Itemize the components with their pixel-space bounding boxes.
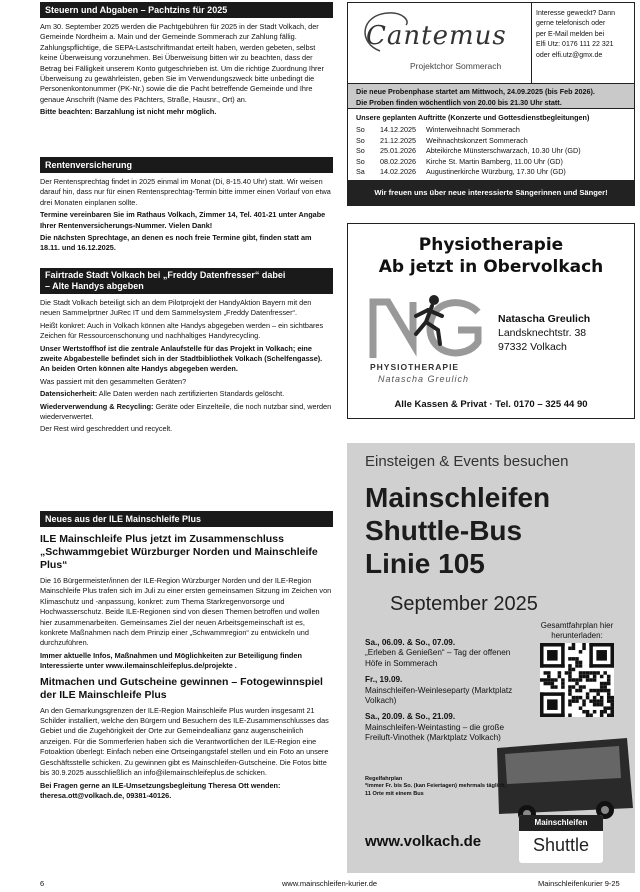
contact-line: Elfi Utz: 0176 111 22 321 bbox=[536, 41, 614, 49]
regular-line: 11 Orte mit einem Bus bbox=[365, 790, 424, 797]
date-event: Abteikirche Münsterschwarzach, 10.30 Uhr (GD) bbox=[426, 146, 581, 156]
datensicherheit-label: Datensicherheit: bbox=[40, 389, 98, 399]
ile-contact: Bei Fragen gerne an ILE-Umsetzungsbegleitung Theresa Ott wenden: theresa.ott@volkach.de, 09381-40126. bbox=[40, 780, 281, 800]
date-event: Winterweihnacht Sommerach bbox=[426, 125, 520, 135]
physio-city: 97332 Volkach bbox=[498, 341, 567, 353]
shuttle-event bbox=[365, 638, 525, 669]
date-day: So bbox=[356, 125, 365, 135]
physio-footer: Alle Kassen & Privat · Tel. 0170 – 325 44 90 bbox=[394, 399, 588, 410]
contact-line: Interesse geweckt? Dann bbox=[536, 10, 615, 17]
shuttle-ad bbox=[347, 443, 635, 873]
section-heading-pachtzins: Steuern und Abgaben – Pachtzins für 2025 bbox=[40, 2, 333, 18]
physio-title-line1: Physiotherapie bbox=[418, 235, 564, 255]
cantemus-bottom-banner: Wir freuen uns über neue interessierte Sängerinnen und Sänger! bbox=[348, 180, 634, 205]
physio-logo-name: Natascha Greulich bbox=[378, 374, 470, 384]
ile-info-link: Immer aktuelle Infos, Maßnahmen und Möglichkeiten zur Beteiligung finden Interessierte unter www.ilemainschleifeplus.de/projekte . bbox=[40, 650, 302, 671]
event-date: Fr., 19.09. bbox=[365, 675, 403, 685]
physio-name: Natascha Greulich bbox=[498, 313, 591, 325]
rente-termine: Termine vereinbaren Sie im Rathaus Volkach, Zimmer 14, Tel. 401-21 unter Angabe Ihrer Rentenversicherungs-Nummer. Vielen Dank! bbox=[40, 210, 326, 230]
rente-sprechtage: Die nächsten Sprechtage, an denen es noch freie Termine gibt, finden statt am 18.11. und 16.12.2025. bbox=[40, 233, 312, 253]
cantemus-probe-band bbox=[348, 83, 634, 109]
shuttle-url[interactable]: www.volkach.de bbox=[365, 833, 482, 850]
cantemus-title: Cantemus bbox=[366, 21, 507, 51]
ile-headline-1: ILE Mainschleife Plus jetzt im Zusammenschluss „Schwammgebiet Würzburger Norden und Mainschleife Plus“ bbox=[40, 533, 318, 571]
date-value: 14.12.2025 bbox=[380, 125, 416, 135]
date-day: So bbox=[356, 135, 365, 145]
rente-text: Der Rentensprechtag findet in 2025 einmal im Monat (Di, 8-15.40 Uhr) statt. Wir weisen darauf hin, dass nur für einen Rentensprechtag-Termin bitte immer einen Vorlauf von etwa drei Monaten einplanen sollte. bbox=[40, 177, 331, 207]
footer-url: www.mainschleifen-kurier.de bbox=[282, 879, 378, 888]
shuttle-badge bbox=[519, 815, 603, 863]
physio-street: Landsknechtstr. 38 bbox=[498, 327, 587, 339]
recycling-label: Wiederverwendung & Recycling: bbox=[40, 401, 154, 411]
date-event: Augustinerkirche Würzburg, 17.30 Uhr (GD) bbox=[426, 167, 566, 177]
date-event: Kirche St. Martin Bamberg, 11.00 Uhr (GD) bbox=[426, 156, 563, 166]
shuttle-line2: Shuttle-Bus bbox=[365, 515, 523, 546]
event-text: Mainschleifen-Weintasting – die große Freiluft-Vinothek (Marktplatz Volkach) bbox=[365, 722, 505, 743]
date-event: Weihnachtskonzert Sommerach bbox=[426, 135, 528, 145]
probe-line-1: Die neue Probenphase startet am Mittwoch, 24.09.2025 (bis Feb 2026). bbox=[356, 87, 595, 96]
date-row bbox=[356, 146, 628, 156]
fairtrade-heading-line2: – Alte Handys abgeben bbox=[45, 281, 144, 291]
physio-logo-word: PHYSIOTHERAPIE bbox=[370, 362, 460, 372]
cantemus-contact bbox=[536, 9, 634, 61]
shuttle-line3: Linie 105 bbox=[365, 548, 485, 579]
contact-line: per E-Mail melden bei bbox=[536, 30, 605, 38]
regular-line: *immer Fr. bis So. (kan Feiertagen) mehrmals täglich, bbox=[365, 783, 507, 790]
fairtrade-text-1: Die Stadt Volkach beteiligt sich an dem Pilotprojekt der HandyAktion Bayern mit den neuen Sammelprtner JuRec IT und dem Sammelsystem „Freddy Datenfresser“. bbox=[40, 298, 312, 318]
regular-title: Regelfahrplan bbox=[365, 776, 403, 782]
dates-heading: Unsere geplanten Auftritte (Konzerte und Gottesdienstbegleitungen) bbox=[356, 113, 590, 122]
badge-word: Shuttle bbox=[532, 835, 590, 855]
contact-line: oder elfi.utz@gmx.de bbox=[536, 51, 603, 59]
date-value: 21.12.2025 bbox=[380, 135, 416, 145]
physio-title-line2: Ab jetzt in Obervolkach bbox=[378, 257, 604, 277]
ile-text-1: Die 16 Bürgermeister/innen der ILE-Region Würzburger Norden und der ILE-Region Mainschleife Plus trafen sich im Juli zu einer ersten gemeinsamen Sitzung im Zeichen von Klimaschutz und -anpassung, konkret: zum Thema Starkregenvorsorge und Hochwasserschutz. Beide ILE-Regionen sind von diesen Themen betroffen und wollen hier zusammenarbeiten. Gemeinsames Ziel der neuen Arbeitsgemeinschaft ist es, konkrete Maßnahmen nach dem Prinzip einer „Schwammregion“ zu entwickeln und durchzuführen. bbox=[40, 576, 332, 648]
cantemus-ad bbox=[347, 2, 635, 206]
physio-title bbox=[348, 234, 634, 278]
pachtzins-note: Bitte beachten: Barzahlung ist nicht mehr möglich. bbox=[40, 107, 217, 117]
event-date: Sa., 20.09. & So., 21.09. bbox=[365, 712, 456, 722]
recycling-text: Geräte oder Einzelteile, die noch nutzbar sind, werden wiederverwertet. bbox=[40, 401, 332, 422]
physio-address bbox=[498, 312, 590, 354]
fairtrade-rest: Der Rest wird geschreddert und recycelt. bbox=[40, 424, 173, 434]
cantemus-subtitle: Projektchor Sommerach bbox=[410, 61, 502, 71]
ile-headline-2: Mitmachen und Gutscheine gewinnen – Fotogewinnspiel der ILE Mainschleife Plus bbox=[40, 675, 323, 701]
cantemus-logo bbox=[348, 3, 532, 83]
shuttle-line1: Mainschleifen bbox=[365, 482, 551, 513]
physio-ad bbox=[347, 223, 635, 419]
section-heading-ile: Neues aus der ILE Mainschleife Plus bbox=[40, 511, 333, 527]
ile-text-2: An den Gemarkungsgrenzen der ILE-Region Mainschleife Plus wurden insgesamt 21 Schilder installiert, welche den Bürgern und Besuchern des ILE-Zusammenschlusses das Gebiet und die Zugehörigkeit der Orte zur Gemeindeallianz ganz augenscheinlich anzeigen. Für die Sommerferien haben sich die Verantwortlichen der ILE-Region eine Fotoaktion überlegt: Einfach neben eine Ortseingangstafel stellen und ein Foto an unsere Geschäftsstelle schicken. Zu gewinnen gibt es Mainschleifen-Gutscheine. Die Fotos bitte bis 30.9.2025 ausschließlich an info@ilemainschleifeplus.de schicken. bbox=[40, 705, 329, 778]
page-number: 6 bbox=[40, 879, 45, 888]
cantemus-dates bbox=[356, 113, 628, 177]
date-row bbox=[356, 125, 628, 135]
date-row bbox=[356, 167, 628, 177]
shuttle-event bbox=[365, 675, 525, 706]
shuttle-kicker: Einsteigen & Events besuchen bbox=[365, 453, 569, 470]
event-date: Sa., 06.09. & So., 07.09. bbox=[365, 638, 456, 647]
date-value: 08.02.2026 bbox=[380, 156, 416, 166]
probe-line-2: Die Proben finden wöchentlich von 20.00 bis 21.30 Uhr statt. bbox=[356, 98, 562, 107]
physio-runner-logo-icon bbox=[368, 294, 488, 360]
shuttle-month: September 2025 bbox=[390, 593, 538, 615]
fairtrade-text-3: Unser Wertstoffhof ist die zentrale Anlaufstelle für das Projekt in Volkach; eine zweite Abgabestelle befindet sich in der Stadtbibliothek Volkach (Schelfengasse). An beiden Orten können alte Handys abgegeben werden. bbox=[40, 343, 323, 374]
footer-issue: Mainschleifenkurier 9-25 bbox=[538, 879, 620, 888]
qr-code-icon[interactable] bbox=[540, 643, 614, 717]
fairtrade-text-2: Heißt konkret: Auch in Volkach können alte Handys abgegeben werden – ein sichtbares Zeichen für Ressourcenschonung und nachhaltiges Handyrecycling. bbox=[40, 320, 324, 341]
pachtzins-text: Am 30. September 2025 werden die Pachtgebühren für 2025 in der Stadt Volkach, der Gemeinde Nordheim a. Main und der Gemeinde Sommerach zur Zahlung fällig. Zahlungspflichtige, die SEPA-Lastschriftmandat erteilt haben, werden gebeten, selbst keine Überweisung vorzunehmen. Bei Überweisung bitten wir zu beachten, dass der Betrag bei Fälligkeit unserem Konto gutgeschrieben ist. Um die richtige Zuordnung Ihrer Überweisung zu gewährleisten, geben Sie im Verwendungszweck bitte unbedingt die Personenkontonummer (PK-Nr.) sowie die die Pacht betreffende Gemeinde und Ihre genaue Anschrift (Name des Pächters, Straße, Hausnr., Ort) an. bbox=[40, 22, 324, 104]
fairtrade-question: Was passiert mit den gesammelten Geräten? bbox=[40, 376, 187, 386]
fairtrade-datensicherheit bbox=[40, 389, 333, 399]
fairtrade-heading-line1: Fairtrade Stadt Volkach bei „Freddy Datenfresser“ dabei bbox=[45, 270, 286, 280]
shuttle-headline bbox=[365, 481, 550, 580]
date-value: 25.01.2026 bbox=[380, 146, 416, 156]
date-day: So bbox=[356, 156, 365, 166]
shuttle-regular bbox=[365, 776, 525, 798]
contact-line: gerne telefonisch oder bbox=[536, 20, 606, 28]
date-row bbox=[356, 157, 628, 167]
event-text: Mainschleifen-Weinleseparty (Marktplatz Volkach) bbox=[365, 685, 513, 706]
section-heading-fairtrade bbox=[40, 268, 333, 294]
shuttle-download-label: Gesamtfahrplan hier herunterladen: bbox=[540, 621, 614, 640]
badge-top-label: Mainschleifen bbox=[519, 815, 603, 831]
event-text: „Erleben & Genießen“ – Tag der offenen Höfe in Sommerach bbox=[365, 648, 511, 668]
fairtrade-recycling bbox=[40, 402, 333, 423]
date-value: 14.02.2026 bbox=[380, 167, 416, 177]
section-heading-rente: Rentenversicherung bbox=[40, 157, 333, 173]
date-day: So bbox=[356, 146, 365, 156]
datensicherheit-text: Alle Daten werden nach zertifizierten Standards gelöscht. bbox=[97, 389, 285, 399]
date-row bbox=[356, 136, 628, 146]
date-day: Sa bbox=[356, 167, 365, 177]
